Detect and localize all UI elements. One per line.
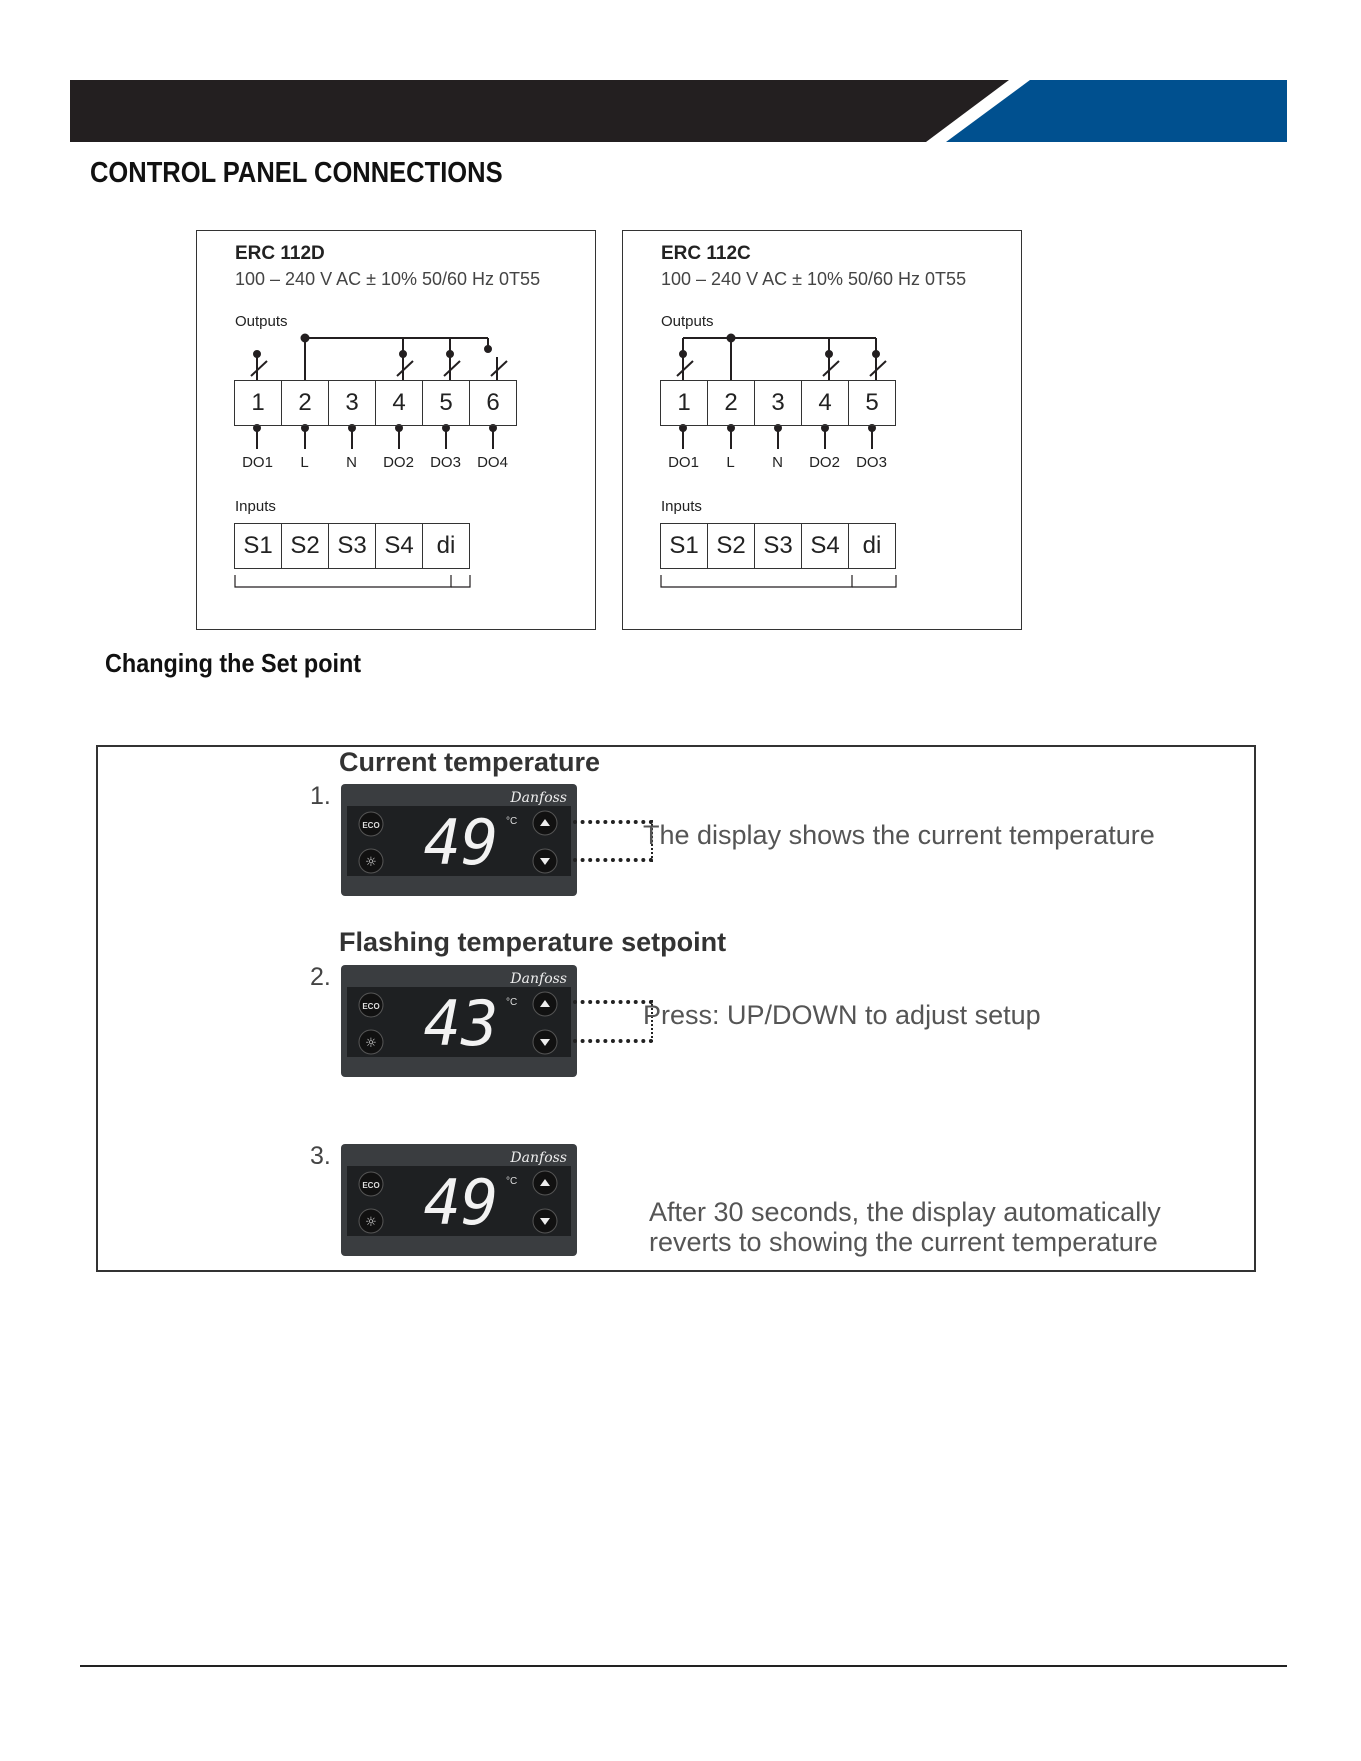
- step-number: 1.: [310, 782, 331, 810]
- input-terminal: S3: [329, 523, 376, 569]
- input-terminal: S1: [661, 523, 708, 569]
- inputs-label: Inputs: [661, 498, 702, 515]
- model-spec: 100 – 240 V AC ± 10% 50/60 Hz 0T55: [235, 269, 541, 289]
- input-terminal-strip: [660, 523, 896, 569]
- step-heading: Flashing temperature setpoint: [339, 927, 727, 957]
- model-name: ERC 112D: [235, 243, 325, 264]
- input-terminal: di: [849, 523, 896, 569]
- controller-display: [341, 1144, 577, 1256]
- terminal: 4: [802, 380, 849, 426]
- outputs-label: Outputs: [235, 313, 288, 330]
- callout-line: [573, 1000, 653, 1004]
- light-bulb-icon: ☼: [365, 1215, 377, 1230]
- step-description: Press: UP/DOWN to adjust setup: [643, 1000, 1041, 1030]
- unit-label: °C: [506, 1176, 518, 1187]
- terminal-label: L: [300, 454, 309, 471]
- outputs-label: Outputs: [661, 313, 714, 330]
- footer-rule: [80, 1665, 1287, 1667]
- unit-label: °C: [506, 997, 518, 1008]
- input-terminal: S4: [376, 523, 423, 569]
- step-number: 2.: [310, 963, 331, 991]
- banner-blue-band: [946, 80, 1287, 142]
- page-title: CONTROL PANEL CONNECTIONS: [90, 157, 503, 189]
- eco-button-label: ECO: [362, 821, 380, 830]
- terminal-label: DO2: [383, 454, 414, 471]
- terminal-label: DO3: [856, 454, 887, 471]
- input-terminal: S2: [282, 523, 329, 569]
- model-spec: 100 – 240 V AC ± 10% 50/60 Hz 0T55: [661, 269, 967, 289]
- step-description: reverts to showing the current temperature: [649, 1227, 1158, 1257]
- terminal: 3: [329, 380, 376, 426]
- input-terminal: S4: [802, 523, 849, 569]
- terminal-label: N: [772, 454, 783, 471]
- eco-button-label: ECO: [362, 1002, 380, 1011]
- callout-line: [573, 1039, 653, 1043]
- banner-dark-band: [70, 80, 1009, 142]
- input-terminal-strip: [234, 523, 470, 569]
- step-description: The display shows the current temperature: [643, 820, 1155, 850]
- controller-display: [341, 965, 577, 1077]
- step-heading: Current temperature: [339, 747, 601, 777]
- terminal: 1: [235, 380, 282, 426]
- terminal-label: DO2: [809, 454, 840, 471]
- inputs-label: Inputs: [235, 498, 276, 515]
- setpoint-procedure: [96, 745, 1256, 1272]
- terminal: 6: [470, 380, 517, 426]
- wiring-diagram-erc112c: [622, 230, 1022, 630]
- terminal: 1: [661, 380, 708, 426]
- model-name: ERC 112C: [661, 243, 751, 264]
- callout-line: [573, 820, 653, 824]
- terminal-label: DO3: [430, 454, 461, 471]
- output-terminal-strip: [234, 380, 517, 426]
- section-subtitle: Changing the Set point: [105, 648, 362, 678]
- eco-button-label: ECO: [362, 1181, 380, 1190]
- input-terminal: S2: [708, 523, 755, 569]
- brand-logo: Danfoss: [510, 790, 567, 806]
- temperature-readout: 49: [423, 806, 499, 879]
- brand-logo: Danfoss: [510, 1150, 567, 1166]
- temperature-readout: 49: [423, 1166, 499, 1239]
- terminal: 5: [423, 380, 470, 426]
- controller-display: [341, 784, 577, 896]
- step-number: 3.: [310, 1142, 331, 1170]
- light-bulb-icon: ☼: [365, 855, 377, 870]
- input-terminal: di: [423, 523, 470, 569]
- callout-line: [573, 858, 653, 862]
- wiring-diagram-erc112d: [196, 230, 596, 630]
- output-relay-wiring: [623, 231, 1021, 629]
- terminal: 2: [282, 380, 329, 426]
- terminal-label: N: [346, 454, 357, 471]
- light-bulb-icon: ☼: [365, 1036, 377, 1051]
- terminal: 3: [755, 380, 802, 426]
- terminal-label: DO1: [668, 454, 699, 471]
- terminal: 5: [849, 380, 896, 426]
- terminal-label: L: [726, 454, 735, 471]
- terminal: 4: [376, 380, 423, 426]
- input-terminal: S1: [235, 523, 282, 569]
- unit-label: °C: [506, 816, 518, 827]
- step-description: After 30 seconds, the display automatically: [649, 1197, 1161, 1227]
- terminal-label: DO1: [242, 454, 273, 471]
- terminal: 2: [708, 380, 755, 426]
- terminal-label: DO4: [477, 454, 508, 471]
- brand-logo: Danfoss: [510, 971, 567, 987]
- header-banner: [70, 80, 1287, 142]
- output-relay-wiring: [197, 231, 595, 629]
- input-terminal: S3: [755, 523, 802, 569]
- temperature-readout: 43: [423, 987, 499, 1060]
- output-terminal-strip: [660, 380, 896, 426]
